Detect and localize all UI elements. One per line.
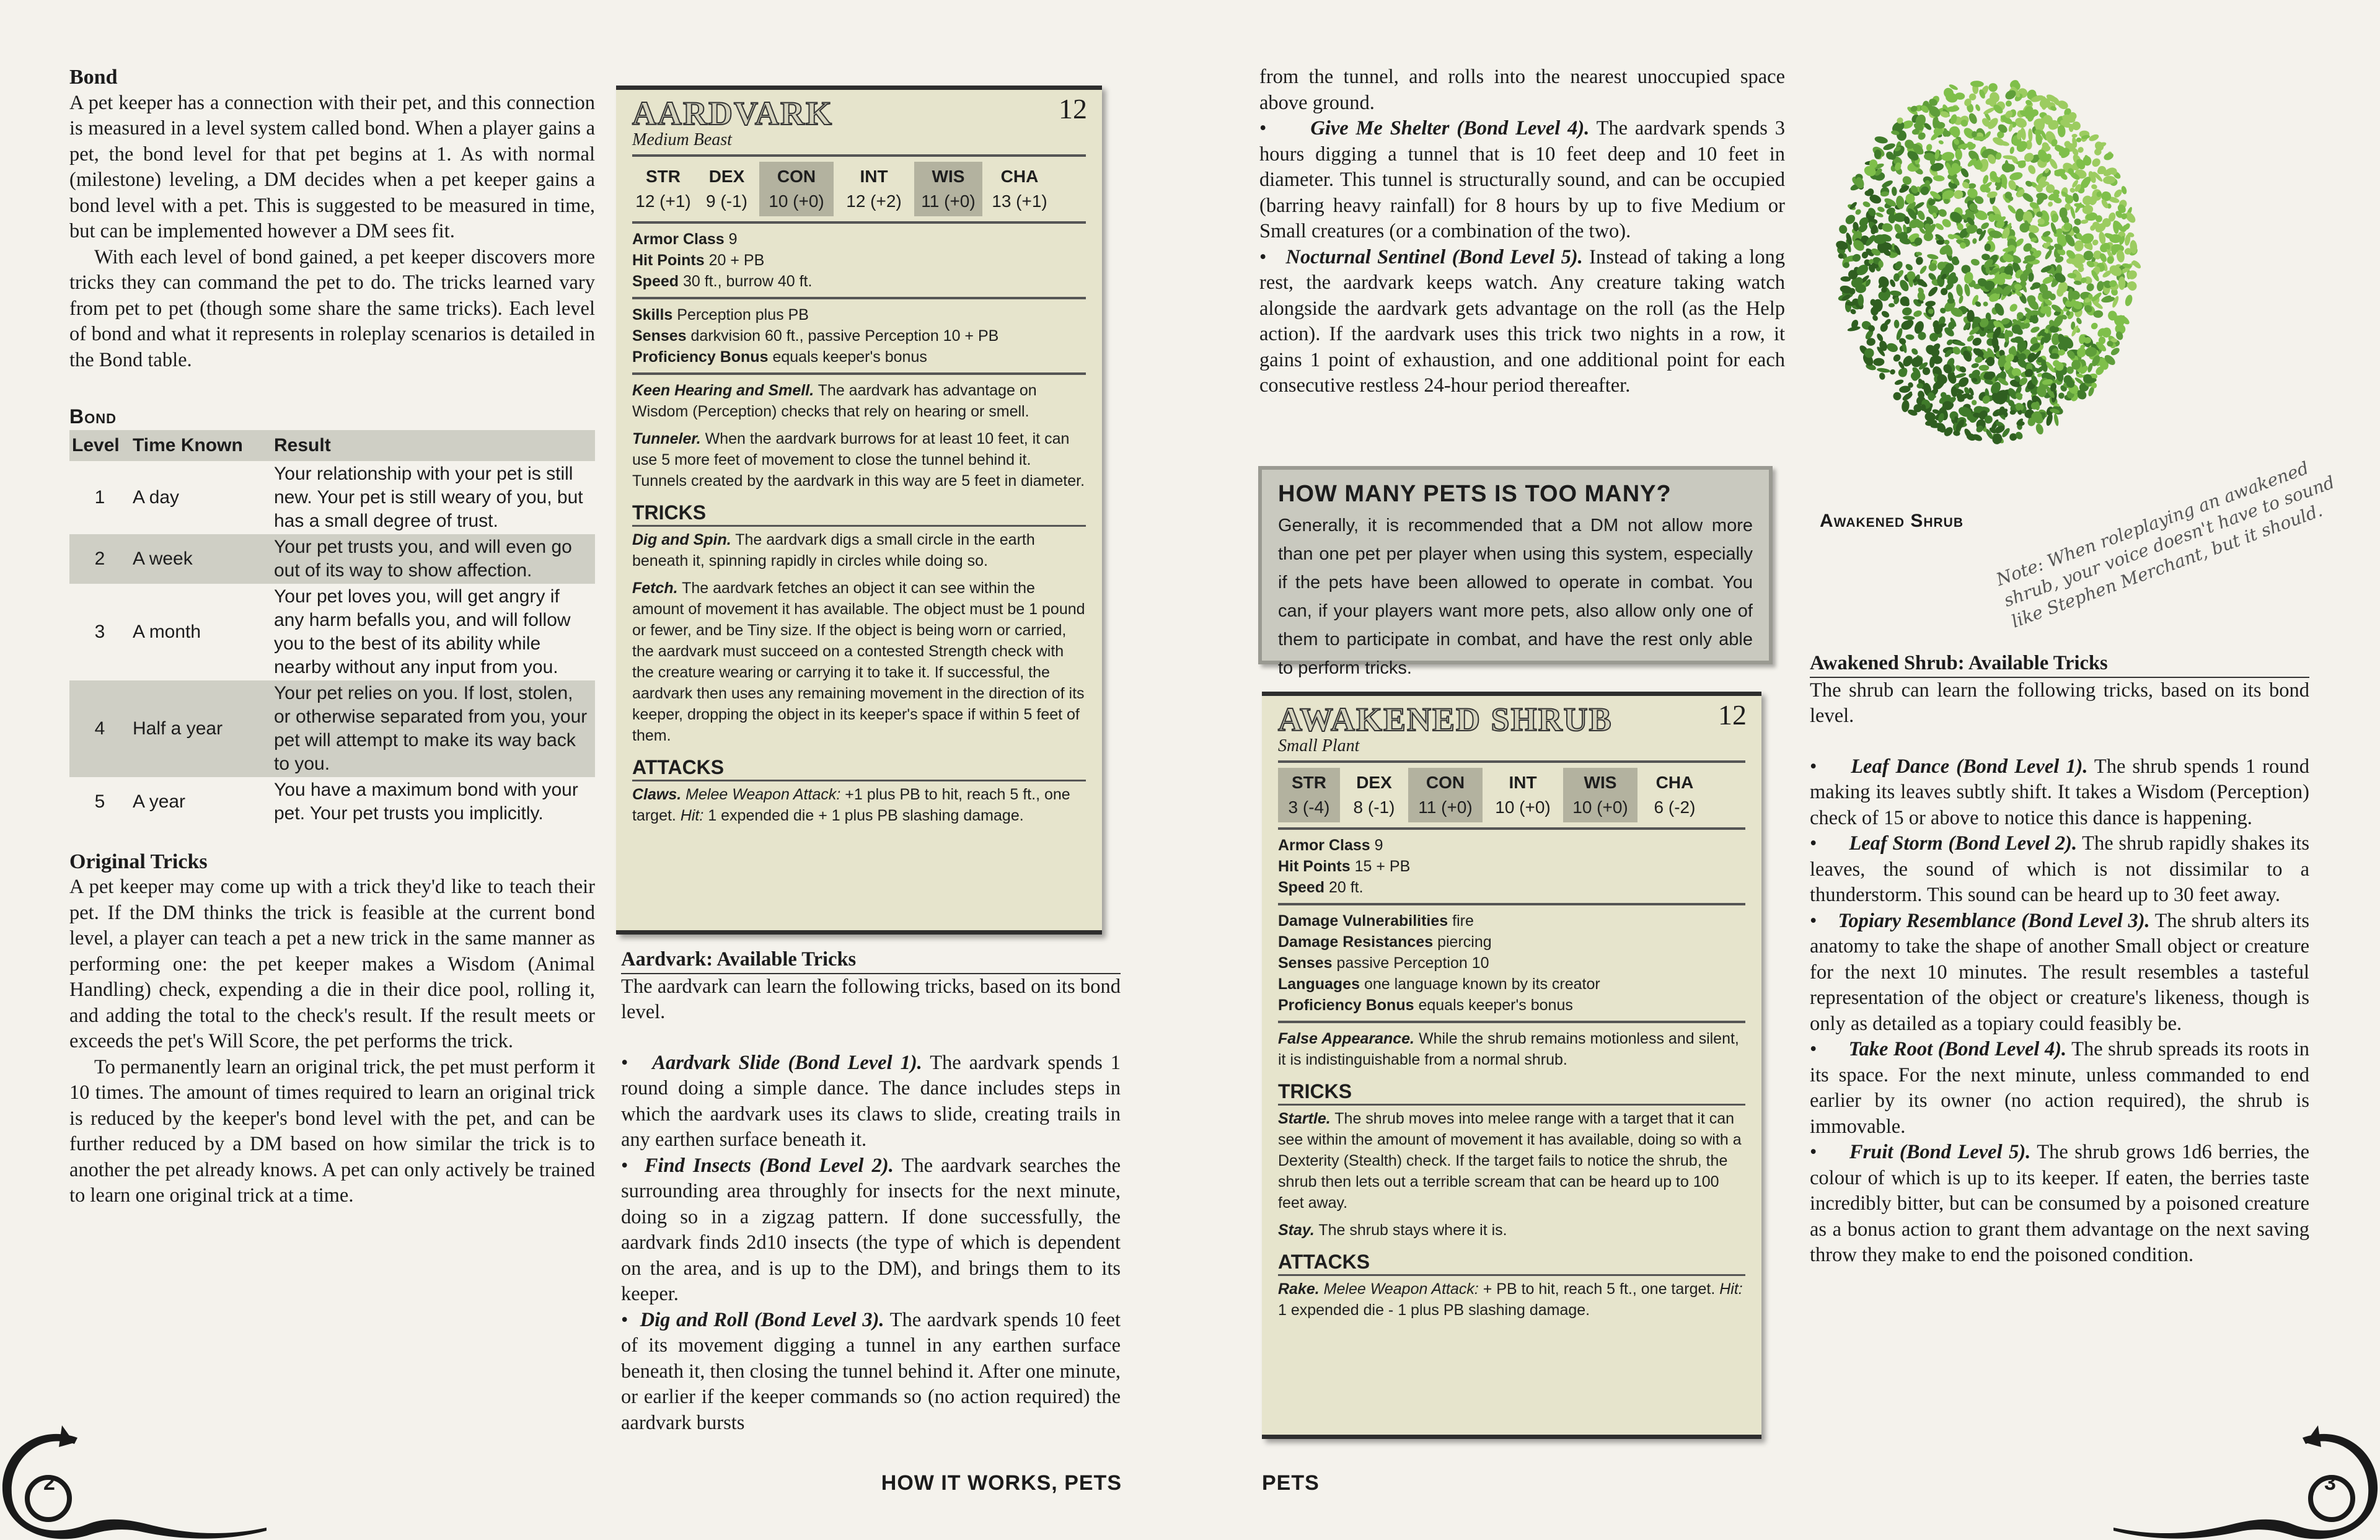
divider (1278, 1021, 1745, 1023)
leaf (2109, 234, 2122, 243)
leaf (1971, 363, 1980, 369)
leaf (2090, 322, 2099, 331)
cell-time: A year (133, 791, 186, 812)
ability-label: STR (1292, 773, 1326, 792)
leaf (1905, 334, 1915, 340)
leaf (1889, 290, 1902, 297)
ability-label: CON (777, 167, 816, 186)
leaf (2076, 138, 2082, 143)
leaf (2124, 294, 2134, 307)
leaf (2091, 183, 2097, 190)
trait: Tunneler. When the aardvark burrows for at least 10 feet, it can use 5 more feet of movement to close the tunnel behind it. Tunnels created by the aardvark in this way are 5 feet in diameter. (632, 430, 1085, 490)
page-number-right: 3 (2324, 1471, 2336, 1495)
hit-points: Hit Points 15 + PB (1278, 858, 1411, 875)
leaf (1955, 284, 1964, 297)
ability-value: 6 (-2) (1654, 798, 1696, 817)
bond-paragraph-1: A pet keeper has a connection with their pet, and this connection is measured in a level system called bond. When a player gains a pet, the bond level for that pet begins at 1. As with normal (milestone) leveling, a DM decides when a pet keeper gains a bond level with a pet. This is suggested to be measured in time, but can be implemented however a DM sees fit. (69, 91, 595, 242)
divider (632, 154, 1086, 157)
ability-wis (914, 162, 982, 216)
leaf (1881, 179, 1894, 189)
leaf (1975, 103, 1981, 112)
leaf (2075, 317, 2082, 325)
bond-table-header (69, 430, 595, 461)
leaf (1903, 315, 1915, 320)
ability-value: 10 (+0) (769, 191, 824, 211)
leaf (1984, 281, 1994, 290)
original-tricks-heading: Original Tricks (69, 850, 208, 873)
ability-str (632, 162, 694, 216)
leaf (1838, 224, 1848, 235)
hit-points: Hit Points 20 + PB (632, 252, 765, 269)
ability-label: INT (1509, 773, 1537, 792)
ability-label: STR (646, 167, 681, 186)
leaf (1979, 365, 1990, 371)
skills: Skills Perception plus PB (632, 306, 809, 323)
leaf (1873, 358, 1885, 366)
ability-value: 9 (-1) (706, 191, 747, 211)
leaf (1988, 82, 1998, 93)
leaf (1854, 208, 1862, 216)
leaf (1913, 309, 1923, 318)
list-item: • Aardvark Slide (Bond Level 1). The aardvark spends 1 round doing a simple dance. The dance includes steps in which the aardvark uses its claws to slide, creating trails in any earthen surface beneath it. (621, 1051, 1121, 1151)
leaf (1893, 320, 1899, 328)
running-footer-left: HOW IT WORKS, PETS (881, 1471, 1122, 1495)
ability-scores (632, 162, 1086, 216)
ability-label: CHA (1000, 167, 1039, 186)
cell-time: A month (133, 621, 201, 642)
cell-level: 4 (69, 680, 130, 777)
shrub-tricks-section (1810, 651, 2309, 1269)
cell-result: Your pet loves you, will get angry if any harm befalls you, and will follow you to the best of its ability while nearby without any input from you. (274, 586, 571, 677)
col-header-result: Result (271, 430, 595, 461)
ability-int (1483, 768, 1563, 822)
leaf (2058, 392, 2065, 400)
stat-block-type: Small Plant (1278, 736, 1360, 755)
divider (1278, 827, 1745, 830)
ability-scores (1278, 768, 1745, 822)
leaf (1877, 206, 1885, 213)
leaf (1905, 263, 1914, 272)
ability-label: CON (1426, 773, 1465, 792)
cell-level: 1 (94, 486, 105, 508)
ability-value: 12 (+2) (846, 191, 902, 211)
cell-result: Your pet trusts you, and will even go out of its way to show affection. (271, 534, 595, 584)
ability-label: DEX (1356, 773, 1392, 792)
leaf (1862, 200, 1871, 208)
armor-class: Armor Class 9 (1278, 837, 1383, 854)
aardvark-tricks-heading: Aardvark: Available Tricks (621, 947, 1121, 974)
ability-label: DEX (708, 167, 745, 186)
leaf (1971, 399, 1977, 406)
illustration-caption: Awakened Shrub (1820, 511, 1964, 531)
bond-heading: Bond (69, 66, 118, 89)
leaf (1937, 208, 1948, 218)
ability-label: WIS (932, 167, 965, 186)
leaf (2006, 204, 2017, 215)
leaf (1889, 303, 1895, 307)
original-tricks-paragraph-2: To permanently learn an original trick, the pet must perform it 10 times. The amount of times required to learn an original trick is reduced by the keeper's bond level with the pet, and can be further reduced by a DM based on how similar the trick is to another the pet already knows. A pet can only actively be trained to learn one original trick at a time. (69, 1055, 595, 1207)
page-number-left: 2 (43, 1471, 55, 1495)
leaf (1926, 253, 1939, 260)
col-header-time: Time Known (130, 430, 271, 461)
ability-wis (1563, 768, 1637, 822)
continued-text: from the tunnel, and rolls into the nearest unoccupied space above ground. (1259, 66, 1785, 114)
cell-time: A day (133, 486, 180, 508)
divider (632, 221, 1086, 224)
leaf (2008, 302, 2019, 313)
stat-block-type: Medium Beast (632, 130, 732, 149)
dragon-ornament-right-icon (2107, 1419, 2380, 1540)
table-row (69, 584, 595, 680)
ability-cha (1637, 768, 1712, 822)
cell-level: 5 (94, 791, 105, 812)
list-item: • Topiary Resemblance (Bond Level 3). The shrub alters its anatomy to take the shape of another Small object or creature for the next 10 minutes. The result resembles a tasteful representation of the object or creature's likeness, though is only as detailed as a topiary could feasibly be. (1810, 909, 2309, 1035)
leaf (1925, 143, 1933, 152)
attacks-heading: ATTACKS (632, 755, 1086, 781)
leaf (1891, 187, 1897, 196)
senses: Senses passive Perception 10 (1278, 954, 1489, 972)
leaf (1892, 353, 1902, 363)
list-item: • Nocturnal Sentinel (Bond Level 5). Instead of taking a long rest, the aardvark keeps watch. Any creature taking watch alongside the aardvark gets advantage on the roll (as the Help action). If the aardvark uses this trick two nights in a row, it gains 1 point of exhaustion, and one additional point for each consecutive restless 24-hour period thereafter. (1259, 245, 1785, 397)
trait: False Appearance. While the shrub remains motionless and silent, it is indistinguishable from a normal shrub. (1278, 1030, 1739, 1068)
leaf (1938, 139, 1944, 145)
stat-block-name: AWAKENED SHRUB (1278, 701, 1613, 738)
stat-block-name: AARDVARK (632, 95, 834, 132)
leaf (1970, 258, 1981, 266)
ability-str (1278, 768, 1340, 822)
cell-result: Your relationship with your pet is still new. Your pet is still weary of you, but has a small degree of trust. (274, 463, 583, 531)
trick: Dig and Spin. The aardvark digs a small circle in the earth beneath it, spinning rapidly in circles while doing so. (632, 531, 1035, 570)
leaf (2098, 231, 2107, 245)
ability-value: 12 (+1) (635, 191, 691, 211)
damage-resistances: Damage Resistances piercing (1278, 933, 1492, 951)
leaf (2004, 99, 2013, 108)
leaf (1873, 299, 1883, 312)
leaf (1874, 135, 1889, 144)
list-item: • Leaf Storm (Bond Level 2). The shrub rapidly shakes its leaves, the sound of which is not dissimilar to a thunderstorm. This sound can be heard up to 30 feet away. (1810, 832, 2309, 906)
leaf (2024, 180, 2033, 188)
divider (1278, 903, 1745, 905)
shrub-tricks-heading: Awakened Shrub: Available Tricks (1810, 651, 2309, 678)
leaf (2088, 133, 2100, 143)
cell-time: A week (130, 534, 271, 584)
trick: Stay. The shrub stays where it is. (1278, 1221, 1507, 1239)
ability-value: 11 (+0) (1418, 798, 1473, 817)
right-column-1 (1259, 64, 1785, 399)
leaf (2017, 421, 2025, 426)
cell-time: Half a year (130, 680, 271, 777)
leaf (2053, 413, 2060, 426)
leaf (1877, 367, 1890, 374)
tricks-heading: TRICKS (632, 500, 1086, 527)
bond-table-title: Bond (69, 405, 117, 428)
stat-block-level: 12 (1059, 93, 1087, 125)
leaf (1970, 81, 1984, 87)
attacks-heading: ATTACKS (1278, 1249, 1745, 1276)
leaf (1927, 285, 1939, 297)
leaf (1991, 433, 2003, 446)
tricks-heading: TRICKS (1278, 1079, 1745, 1106)
leaf (1902, 307, 1913, 316)
ability-value: 3 (-4) (1288, 798, 1330, 817)
leaf (2118, 276, 2125, 290)
list-item: • Fruit (Bond Level 5). The shrub grows 1d6 berries, the colour of which is up to its keeper. If eaten, the berries taste incredibly bitter, but can be consumed by a poisoned creature as a bonus action to grant them advantage on the next saving throw they make to end the poisoned condition. (1810, 1141, 2309, 1266)
list-item: • Leaf Dance (Bond Level 1). The shrub spends 1 round making its leaves subtly shift. It takes a Wisdom (Perception) check of 15 or above to notice this dance is happening. (1810, 755, 2309, 829)
ability-con (759, 162, 834, 216)
bond-table (69, 430, 595, 827)
col-header-level: Level (69, 430, 130, 461)
attack: Claws. Melee Weapon Attack: +1 plus PB to hit, reach 5 ft., one target. Hit: 1 expended die + 1 plus PB slashing damage. (632, 786, 1070, 824)
leaf (1845, 300, 1851, 312)
ability-label: WIS (1584, 773, 1617, 792)
leaf (1910, 347, 1919, 356)
leaf (2015, 208, 2024, 222)
divider (632, 297, 1086, 299)
ability-dex (694, 162, 759, 216)
divider (632, 372, 1086, 375)
leaf (1921, 404, 1926, 411)
leaf (1894, 379, 1905, 386)
leaf (1885, 341, 1899, 354)
leaf (2047, 201, 2054, 208)
leaf (2009, 171, 2024, 182)
attack: Rake. Melee Weapon Attack: + PB to hit, reach 5 ft., one target. Hit: 1 expended die - 1 plus PB slashing damage. (1278, 1280, 1743, 1319)
table-row (69, 777, 595, 827)
original-tricks-paragraph-1: A pet keeper may come up with a trick they'd like to teach their pet. If the DM thinks the trick is feasible at the current bond level, a player can teach a pet a new trick in the same manner as performing one: the pet keeper makes a Wisdom (Animal Handling) check, expending a die in their dice pool, rolling it, and adding the total to the check's result. If the result meets or exceeds the pet's Will Score, the pet performs the trick. (69, 876, 595, 1052)
leaf (1875, 211, 1884, 218)
list-item: • Find Insects (Bond Level 2). The aardvark searches the surrounding area throughly for insects for the next minute, doing so in a zigzag pattern. If done successfully, the aardvark finds 2d10 insects (the type of which is dependent on the area, and is up to the DM), and brings them to its keeper. (621, 1154, 1121, 1305)
leaf (1972, 238, 1977, 244)
ability-dex (1340, 768, 1408, 822)
leaf (1851, 253, 1862, 263)
table-row (69, 461, 595, 534)
aardvark-stat-block (616, 86, 1102, 935)
running-footer-right: PETS (1262, 1471, 1320, 1495)
leaf (1889, 368, 1897, 376)
leaf (1882, 142, 1896, 151)
sidebar-text: Generally, it is recommended that a DM not allow more than one pet per player when using this system, especially if the pets have been allowed to operate in combat. You can, if your players want more pets, also allow only one of them to participate in combat, and have the rest only able to perform tricks. (1278, 516, 1753, 678)
speed: Speed 20 ft. (1278, 879, 1364, 896)
dragon-ornament-left-icon (0, 1419, 273, 1540)
divider (1278, 760, 1745, 763)
speed: Speed 30 ft., burrow 40 ft. (632, 273, 813, 290)
shrub-stat-block (1262, 692, 1761, 1439)
ability-label: INT (860, 167, 888, 186)
cell-result: You have a maximum bond with your pet. Your pet trusts you implicitly. (274, 779, 578, 824)
armor-class: Armor Class 9 (632, 231, 738, 248)
leaf (2071, 134, 2078, 138)
languages: Languages one language known by its creator (1278, 975, 1600, 993)
leaf (1983, 301, 1989, 307)
cell-result: Your pet relies on you. If lost, stolen, or otherwise separated from you, your pet will attempt to make its way back to you. (271, 680, 595, 777)
trick: Startle. The shrub moves into melee range with a target that it can see within the amount of movement it has available, doing so with a Dexterity (Stealth) check. If the target fails to notice the shrub, the shrub then lets out a terrible scream that can be heard up to 100 feet away. (1278, 1110, 1742, 1212)
ability-label: CHA (1655, 773, 1694, 792)
proficiency-bonus: Proficiency Bonus equals keeper's bonus (1278, 997, 1573, 1014)
ability-cha (982, 162, 1057, 216)
leaf (2060, 208, 2068, 219)
aardvark-tricks-section (621, 947, 1121, 1436)
ability-value: 11 (+0) (921, 191, 976, 211)
leaf (1915, 256, 1924, 265)
list-item: • Take Root (Bond Level 4). The shrub spreads its roots in its space. For the next minute, unless commanded to end earlier by its owner (no action required), the shrub is immovable. (1810, 1038, 2309, 1138)
pets-sidebar (1258, 466, 1773, 678)
leaf (2044, 249, 2053, 260)
leaf (1919, 265, 1928, 275)
cell-level: 2 (69, 534, 130, 584)
leaf (1958, 295, 1964, 304)
leaf (1879, 372, 1886, 381)
ability-int (834, 162, 914, 216)
trick: Fetch. The aardvark fetches an object it can see within the amount of movement it has available. The object must be 1 pound or fewer, and be Tiny size. If the object is being worn or carried, the aardvark must succeed on a contested Strength check with the creature wearing or carrying it to take it. If successful, the aardvark then uses any remaining movement in the direction of its keeper, dropping the object in its keeper's space if within 5 feet of them. (632, 579, 1085, 744)
list-item: • Give Me Shelter (Bond Level 4). The aardvark spends 3 hours digging a tunnel that is 10 feet deep and 10 feet in diameter. This tunnel is structurally sound, and can be occupied (barring heavy rainfall) for 8 hours by up to five Medium or Small creatures (or a combination of the two). (1259, 117, 1785, 242)
leaf (2027, 164, 2037, 175)
bond-paragraph-2: With each level of bond gained, a pet keeper discovers more tricks they can command the pet to do. The tricks learned vary from pet to pet (though some share the same tricks). Each level of bond and what it represents in roleplay scenarios is detailed in the Bond table. (69, 245, 595, 371)
senses: Senses darkvision 60 ft., passive Perception 10 + PB (632, 327, 999, 345)
damage-vulnerabilities: Damage Vulnerabilities fire (1278, 912, 1474, 930)
table-row (69, 680, 595, 777)
trait: Keen Hearing and Smell. The aardvark has advantage on Wisdom (Perception) checks that rely on hearing or smell. (632, 382, 1037, 420)
leaf (1880, 310, 1890, 319)
shrub-tricks-intro: The shrub can learn the following tricks, based on its bond level. (1810, 679, 2309, 727)
proficiency-bonus: Proficiency Bonus equals keeper's bonus (632, 348, 927, 366)
leaf (2127, 280, 2138, 293)
left-column (69, 64, 595, 1209)
leaf (1946, 338, 1954, 346)
leaf (2110, 346, 2121, 357)
ability-value: 8 (-1) (1353, 798, 1395, 817)
ability-value: 13 (+1) (992, 191, 1047, 211)
stat-block-level: 12 (1718, 699, 1747, 731)
designer-note: Note: When roleplaying an awakened shrub, your voice doesn't have to sound like Stephen Merchant, but it should. (1993, 457, 2338, 632)
cell-level: 3 (94, 621, 105, 642)
leaf (2035, 423, 2045, 435)
leaf (1941, 151, 1955, 162)
ability-value: 10 (+0) (1572, 798, 1628, 817)
table-row (69, 534, 595, 584)
ability-con (1408, 768, 1483, 822)
sidebar-title: HOW MANY PETS IS TOO MANY? (1278, 481, 1672, 507)
leaf (2009, 146, 2015, 154)
shrub-illustration (1822, 56, 2157, 490)
ability-value: 10 (+0) (1495, 798, 1551, 817)
aardvark-tricks-intro: The aardvark can learn the following tricks, based on its bond level. (621, 975, 1121, 1023)
list-item: • Dig and Roll (Bond Level 3). The aardvark spends 10 feet of its movement digging a tunnel in any earthen surface beneath it, then closing the tunnel behind it. After one minute, or earlier if the keeper commands so (no action required) the aardvark bursts (621, 1308, 1121, 1434)
leaf (1972, 378, 1977, 382)
leaf (1967, 112, 1978, 125)
